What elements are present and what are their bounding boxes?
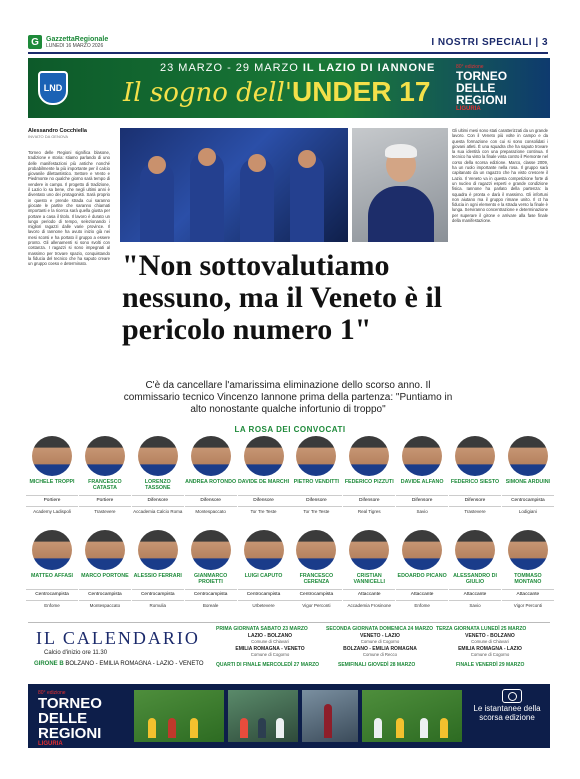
match-venue: Comune di Cogorno: [470, 652, 510, 657]
calendar-title: IL CALENDARIO: [36, 628, 200, 648]
section-label: I NOSTRI SPECIALI: [431, 36, 533, 48]
banner-date-suffix: IL LAZIO DI IANNONE: [302, 62, 436, 74]
player-name: FEDERICO SIESTO: [450, 479, 500, 485]
brand-name: GazzettaRegionale: [46, 35, 109, 43]
photo-player-head: [248, 154, 266, 172]
author-name: Alessandro Cocchiella: [28, 128, 87, 134]
gallery-photo[interactable]: [302, 690, 358, 742]
banner-title-bold: UNDER 17: [291, 76, 431, 107]
player-role: Attaccante: [502, 589, 554, 597]
player-card: [396, 436, 448, 526]
player-photo: [349, 530, 389, 570]
player-role: Difensore: [185, 495, 237, 503]
torneo-region: LIGURIA: [38, 741, 63, 747]
torneo-name: TORNEO DELLE REGIONI: [456, 69, 508, 107]
photo-figure: [374, 718, 382, 738]
photo-player-head: [198, 148, 216, 166]
player-name: FRANCESCO CERENZA: [299, 573, 334, 585]
player-club: Trastevere: [79, 506, 131, 514]
torneo-edition: 80° edizione: [38, 690, 66, 696]
roster-row: [26, 530, 554, 620]
player-club: Urbetevere: [238, 600, 290, 608]
player-card: [132, 530, 184, 620]
semifinals-label: SEMIFINALI GIOVEDÌ 28 MARZO: [338, 662, 416, 668]
team-photo: [120, 128, 348, 242]
player-club: Real Tigres: [343, 506, 395, 514]
player-role: Attaccante: [396, 589, 448, 597]
player-photo: [244, 530, 284, 570]
torneo-logo-bottom: [38, 690, 128, 747]
player-club: Tor Tre Teste: [238, 506, 290, 514]
player-name: LUIGI CAPUTO: [244, 573, 283, 579]
semifinals: [338, 662, 415, 668]
player-club: Montespaccato: [79, 600, 131, 608]
player-role: Centrocampista: [185, 589, 237, 597]
player-role: Difensore: [449, 495, 501, 503]
player-role: Centrocampista: [238, 589, 290, 597]
match-venue: Comune di Chiavari: [251, 639, 289, 644]
matchday-heading: SECONDA GIORNATA DOMENICA 24 MARZO: [326, 626, 434, 632]
player-role: Difensore: [396, 495, 448, 503]
player-name: TOMMASO MONTANO: [514, 573, 542, 585]
player-club: Enfome: [396, 600, 448, 608]
match: VENETO - BOLZANO: [465, 632, 515, 639]
photo-figure: [420, 718, 428, 738]
player-card: [396, 530, 448, 620]
final-label: FINALE VENERDÌ 29 MARZO: [456, 662, 525, 668]
match: EMILIA ROMAGNA - VENETO: [235, 645, 305, 652]
player-card: [290, 436, 342, 526]
group-label: [34, 661, 204, 667]
player-role: Portiere: [26, 495, 78, 503]
player-name: MARCO PORTONE: [81, 573, 129, 579]
player-name: FEDERICO PIZZUTI: [344, 479, 394, 485]
photo-figure: [440, 718, 448, 738]
player-card: [185, 436, 237, 526]
match: LAZIO - BOLZANO: [247, 632, 293, 639]
player-photo: [296, 530, 336, 570]
page-number: 3: [541, 36, 548, 48]
match-venue: Comune di Chiavari: [471, 639, 509, 644]
player-photo: [32, 436, 72, 476]
player-club: Boreale: [185, 600, 237, 608]
player-role: Centrocampista: [290, 589, 342, 597]
matchday-2: [326, 626, 434, 659]
player-photo: [455, 530, 495, 570]
lnd-logo: LND: [38, 71, 68, 105]
player-role: Difensore: [132, 495, 184, 503]
match-venue: Comune di Recco: [362, 652, 398, 657]
player-card: [238, 530, 290, 620]
player-role: Difensore: [290, 495, 342, 503]
player-card: [26, 436, 78, 526]
player-photo: [138, 530, 178, 570]
match: EMILIA ROMAGNA - LAZIO: [458, 645, 522, 652]
photo-player-head: [148, 156, 166, 174]
photo-figure: [276, 718, 284, 738]
match: BOLZANO - EMILIA ROMAGNA: [343, 645, 417, 652]
player-role: Difensore: [238, 495, 290, 503]
photo-figure: [190, 718, 198, 738]
article-subhead: C'è da cancellare l'amarissima eliminazione dello scorso anno. Il commissario tecnico Vincenzo Iannone prima della partenza: "Puntiamo in alto nonostante qualche infortunio di troppo": [123, 380, 453, 415]
player-club: Enfome: [26, 600, 78, 608]
final: [456, 662, 524, 668]
torneo-name: TORNEO DELLE REGIONI: [38, 695, 102, 742]
player-name: LORENZO TASSONE: [144, 479, 171, 491]
player-role: Portiere: [79, 495, 131, 503]
quarterfinals: [216, 662, 319, 668]
player-name: SIMONE ARDUINI: [505, 479, 550, 485]
coach-body: [368, 186, 434, 242]
player-photo: [244, 436, 284, 476]
photo-figure: [240, 718, 248, 738]
banner-date-range: 23 MARZO - 29 MARZO: [160, 62, 299, 74]
group-teams: BOLZANO - EMILIA ROMAGNA - LAZIO - VENETO: [65, 661, 204, 667]
player-name: FRANCESCO CATASTA: [88, 479, 122, 491]
player-name: GIANMARCO PROIETTI: [193, 573, 228, 585]
roster: [26, 436, 554, 620]
photo-figure: [396, 718, 404, 738]
photo-figure: [148, 718, 156, 738]
player-photo: [32, 530, 72, 570]
newspaper-brand: [28, 35, 108, 49]
player-name: ALESSIO FERRARI: [133, 573, 182, 579]
torneo-logo: [456, 64, 542, 112]
gallery-photo[interactable]: [134, 690, 224, 742]
photo-gallery-strip: [28, 684, 550, 748]
coach-hair: [385, 144, 417, 158]
player-photo: [296, 436, 336, 476]
matchday-heading: PRIMA GIORNATA SABATO 23 MARZO: [216, 626, 308, 632]
match-venue: Comune di Cogorno: [360, 639, 400, 644]
page-header: [28, 32, 548, 54]
author-role: INVIATO DA GENOVA: [28, 134, 69, 139]
player-photo: [191, 530, 231, 570]
player-card: [26, 530, 78, 620]
player-role: Centrocampista: [502, 495, 554, 503]
player-photo: [455, 436, 495, 476]
player-club: Vigor Perconti: [290, 600, 342, 608]
player-role: Difensore: [343, 495, 395, 503]
match-venue: Comune di Cogorno: [250, 652, 290, 657]
player-club: Romulia: [132, 600, 184, 608]
matchday-heading: TERZA GIORNATA LUNEDÌ 25 MARZO: [436, 626, 527, 632]
banner-title-script: Il sogno dell': [123, 78, 292, 108]
player-club: Academy Ladispoli: [26, 506, 78, 514]
coach-photo: [352, 128, 448, 242]
player-role: Attaccante: [343, 589, 395, 597]
photo-figure: [324, 704, 332, 738]
player-name: DAVIDE ALFANO: [400, 479, 444, 485]
player-name: CRISTIAN VANNICELLI: [353, 573, 385, 585]
photo-player-head: [298, 150, 316, 168]
byline: [28, 128, 87, 139]
section-title: I NOSTRI SPECIALI | 3: [431, 36, 548, 48]
player-name: ALESSANDRO DI GIULIO: [453, 573, 497, 585]
player-role: Centrocampista: [26, 589, 78, 597]
quarterfinals-label: QUARTI DI FINALE MERCOLEDÌ 27 MARZO: [216, 662, 320, 668]
divider: [28, 622, 550, 623]
player-card: [290, 530, 342, 620]
player-photo: [138, 436, 178, 476]
photo-figure: [168, 718, 176, 738]
matchday-1: [216, 626, 324, 659]
player-club: Montespaccato: [185, 506, 237, 514]
player-card: [449, 436, 501, 526]
photo-figure: [258, 718, 266, 738]
player-club: Tor Tre Teste: [290, 506, 342, 514]
player-card: [79, 530, 131, 620]
player-card: [449, 530, 501, 620]
player-club: Lodigiani: [502, 506, 554, 514]
player-club: Trastevere: [449, 506, 501, 514]
player-photo: [402, 530, 442, 570]
player-role: Attaccante: [449, 589, 501, 597]
torneo-region: LIGURIA: [456, 106, 481, 112]
gallery-caption: Le istantanee della scorsa edizione: [473, 704, 541, 722]
player-photo: [402, 436, 442, 476]
player-name: MATTEO AFFASI: [30, 573, 74, 579]
article-column-right: Gli ultimi mesi sono stati caratterizzati da un grande lavoro. Con il Veneto più volte in campo e da questa formazione con cui si sono consolidati i giovani atleti. È una squadra che ha saputo trovare la sua identità con una preparazione continua. Il tecnico ha visto la finale vinta contro il Piemonte nel corso della scorsa edizione. Marco, classe 2009, ha un ruolo importante nella rosa. Il gruppo sarà capitanato da un ragazzo che ha visto crescere il Lazio. Il Veneto va in questa competizione forte di un nucleo di ragazzi esperti e grande condizione fisica. Iannone ha parlato della partenza: la squadra è pronta e darà il massimo. Gli infortuni non aiutano ma il gruppo rimane unito. Il ct ha fiducia in ogni elemento e la strada verso la finale è lunga. Serviranno concentrazione e determinazione per superare il girone e arrivare alla fase finale della manifestazione.: [452, 128, 548, 224]
player-name: MICHELE TROPPI: [29, 479, 75, 485]
group-name: GIRONE B: [34, 661, 64, 667]
player-card: [502, 436, 554, 526]
match: VENETO - LAZIO: [360, 632, 400, 639]
roster-title: LA ROSA DEI CONVOCATI: [234, 425, 346, 434]
player-card: [343, 436, 395, 526]
player-card: [238, 436, 290, 526]
player-card: [79, 436, 131, 526]
article-column-left: Torneo delle Regioni significa blasone, tradizione e storia: stiamo parlando di uno delle manifestazioni più antiche nonché probabilmente la più importante per il calcio giovanile dilettantistico. Settore e Vento e Piedmonte no qualche giorno sarà tempo di vendere in campo. Il progetto di tradizione, il Lazio lo sa bene, che negli ultimi anni è diventato uno dei protagonisti. Sarà proprio in questo e prende strada cui saranno giocate le partite che saranno chiamati importanti e la ricerca sarà quella giusta per portare a casa il titolo. Il lavoro è durato un lungo periodo di tempo, selezionando i migliori ragazzi dalle varie province. Il lavoro di Iannone ha avuto inizio già nei mesi scorsi e ha portato il gruppo a essere pronto. Gli allenamenti si sono svolti con costanza. I ragazzi si sono impegnati al massimo per trovare spazio, conquistando la fiducia del tecnico che ha saputo creare un gruppo coeso e determinato.: [28, 150, 110, 267]
issue-date: LUNEDI 16 MARZO 2026: [46, 42, 104, 49]
player-card: [502, 530, 554, 620]
player-name: PIETRO VENDITTI: [293, 479, 340, 485]
banner-dates: [160, 62, 435, 74]
player-club: Savio: [396, 506, 448, 514]
player-role: Centrocampista: [132, 589, 184, 597]
gallery-photo[interactable]: [228, 690, 298, 742]
player-photo: [85, 436, 125, 476]
player-photo: [508, 530, 548, 570]
camera-icon: [502, 689, 522, 703]
player-photo: [508, 436, 548, 476]
roster-row: [26, 436, 554, 526]
matchday-3: [436, 626, 544, 659]
gallery-photo[interactable]: [362, 690, 462, 742]
brand-logo-icon: G: [28, 35, 42, 49]
player-club: Savio: [449, 600, 501, 608]
player-photo: [349, 436, 389, 476]
article-headline: "Non sottovalutiamo nessuno, ma il Veneto è il pericolo numero 1": [122, 249, 443, 346]
player-card: [185, 530, 237, 620]
player-club: Vigor Perconti: [502, 600, 554, 608]
player-card: [343, 530, 395, 620]
player-photo: [85, 530, 125, 570]
player-photo: [191, 436, 231, 476]
player-club: Accademia Frosinone: [343, 600, 395, 608]
player-name: ANDREA ROTONDO: [185, 479, 237, 485]
player-name: DAVIDE DE MARCHI: [237, 479, 290, 485]
banner-title: [123, 76, 430, 108]
player-club: Accademia Calcio Roma: [132, 506, 184, 514]
player-role: Centrocampista: [79, 589, 131, 597]
feature-banner: [28, 58, 550, 118]
torneo-edition: 80° edizione: [456, 64, 484, 70]
player-name: EDOARDO PICANO: [397, 573, 447, 579]
player-card: [132, 436, 184, 526]
photo-player-figure: [140, 162, 174, 242]
kickoff-time: Calcio d'inizio ore 11.30: [44, 650, 108, 656]
